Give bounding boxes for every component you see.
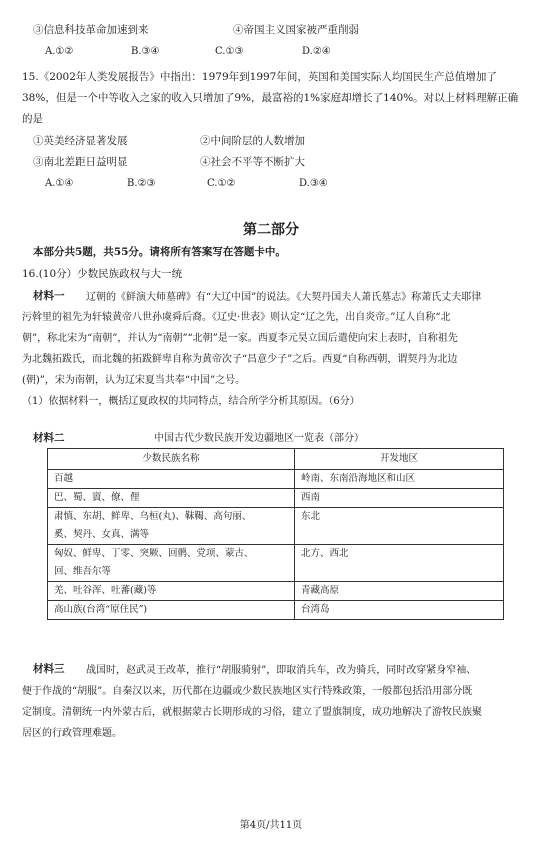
table-cell-name: 百越 xyxy=(48,470,295,489)
material-3-label: 材料三 xyxy=(33,663,65,675)
choice-b: B.③④ xyxy=(131,46,160,57)
table-row xyxy=(48,601,504,620)
material-1-line-2: 污斡里的祖先为轩辕黄帝八世孙虞舜后裔。《辽史·世表》则认定“辽之先，出自炎帝。”辽人自称“北 xyxy=(22,312,451,323)
q15-option-2: ②中间阶层的人数增加 xyxy=(200,135,305,147)
page-number: 第4页/共11页 xyxy=(239,820,303,831)
q15-choice-d: D.③④ xyxy=(299,178,328,189)
q15-choice-a: A.①④ xyxy=(45,178,74,189)
choice-c: C.①③ xyxy=(215,46,244,57)
table-title: 中国古代少数民族开发边疆地区一览表（部分） xyxy=(154,433,364,444)
q15-line-3: 的是 xyxy=(22,113,43,125)
material-1-line-4: 为北魏拓跋氏，而北魏的拓跋鲜卑自称为黄帝次子“昌意少子”之后。西夏“自称西朝，谓契丹为北边 xyxy=(22,354,458,365)
table-cell-region: 台湾岛 xyxy=(295,601,504,620)
table-cell-region: 岭南、东南沿海地区和山区 xyxy=(295,470,504,489)
q15-choice-c: C.①② xyxy=(207,178,236,189)
table-row xyxy=(48,508,504,545)
table-cell-region: 东北 xyxy=(295,508,504,545)
table-row xyxy=(48,470,504,489)
table-cell-name: 巴、蜀、賨、僚、俚 xyxy=(48,489,295,508)
question-1: （1）依据材料一，概括辽夏政权的共同特点，结合所学分析其原因。（6分） xyxy=(22,396,360,407)
material-1-label: 材料一 xyxy=(33,290,65,302)
part-subtitle: 本部分共5题，共55分。请将所有答案写在答题卡中。 xyxy=(33,246,286,258)
material-1-line-1: 辽朝的《鲜演大师墓碑》有“大辽中国”的说法。《大契丹国夫人萧氏墓志》称萧氏丈夫耶律 xyxy=(86,292,482,303)
q15-option-1: ①英美经济显著发展 xyxy=(33,135,128,147)
material-3-line-1: 战国时，赵武灵王改革，推行“胡服骑射”，即取消兵车，改为骑兵，同时改穿紧身窄袖、 xyxy=(86,665,477,676)
table-row xyxy=(48,489,504,508)
table-row xyxy=(48,582,504,601)
table-header-row xyxy=(48,449,504,470)
material-3-line-4: 居区的行政管理难题。 xyxy=(22,728,122,739)
q15-choice-b: B.②③ xyxy=(127,178,156,189)
table-cell-region: 北方、西北 xyxy=(295,545,504,582)
q16-header: 16.(10分）少数民族政权与大一统 xyxy=(22,268,183,280)
material-3-line-3: 定制度。清朝统一内外蒙古后，就根据蒙古长期形成的习俗，建立了盟旗制度，成功地解决了游牧民族聚 xyxy=(22,707,482,718)
material-1-line-5: (朝)”，宋为南朝，认为辽宋夏当共奉“中国”之号。 xyxy=(22,375,246,386)
choice-d: D.②④ xyxy=(302,46,331,57)
material-3-line-2: 便于作战的“胡服”。自秦汉以来，历代都在边疆或少数民族地区实行特殊政策，一般都包括沿用部分既 xyxy=(22,686,473,697)
table-cell-name: 肃慎、东胡、鲜卑、乌桓(丸)、靺鞨、高句丽、 奚、契丹、女真、满等 xyxy=(48,508,295,545)
table-header-region: 开发地区 xyxy=(295,449,504,470)
table-header-name: 少数民族名称 xyxy=(48,449,295,470)
option-4: ④帝国主义国家被严重削弱 xyxy=(233,24,359,36)
part-title: 第二部分 xyxy=(243,222,299,238)
q15-line-1: 15.《2002年人类发展报告》中指出：1979年到1997年间，英国和美国实际人均国民生产总值增加了 xyxy=(22,71,497,83)
table-cell-name: 高山族(台湾“原住民”) xyxy=(48,601,295,620)
q15-option-3: ③南北差距日益明显 xyxy=(33,156,128,168)
material-1-line-3: 朝”，称北宋为“南朝”，并认为“南朝”“北朝”是一家。西夏李元昊立国后遣使向宋上表时，自称祖先 xyxy=(22,333,458,344)
table-cell-name: 匈奴、鲜卑、丁零、突厥、回鹘、党项、蒙古、 回、维吾尔等 xyxy=(48,545,295,582)
q15-option-4: ④社会不平等不断扩大 xyxy=(200,156,305,168)
table-cell-region: 西南 xyxy=(295,489,504,508)
q15-line-2: 38%，但是一个中等收入之家的收入只增加了9%，最富裕的1%家庭却增长了140%。对以上材料理解正确 xyxy=(22,92,519,104)
table-row xyxy=(48,545,504,582)
ethnic-groups-table xyxy=(47,448,504,620)
table-cell-region: 青藏高原 xyxy=(295,582,504,601)
material-2-label: 材料二 xyxy=(33,432,65,444)
option-3: ③信息科技革命加速到来 xyxy=(33,24,149,36)
table-cell-name: 羌、吐谷浑、吐蕃(藏)等 xyxy=(48,582,295,601)
choice-a: A.①② xyxy=(45,46,74,57)
